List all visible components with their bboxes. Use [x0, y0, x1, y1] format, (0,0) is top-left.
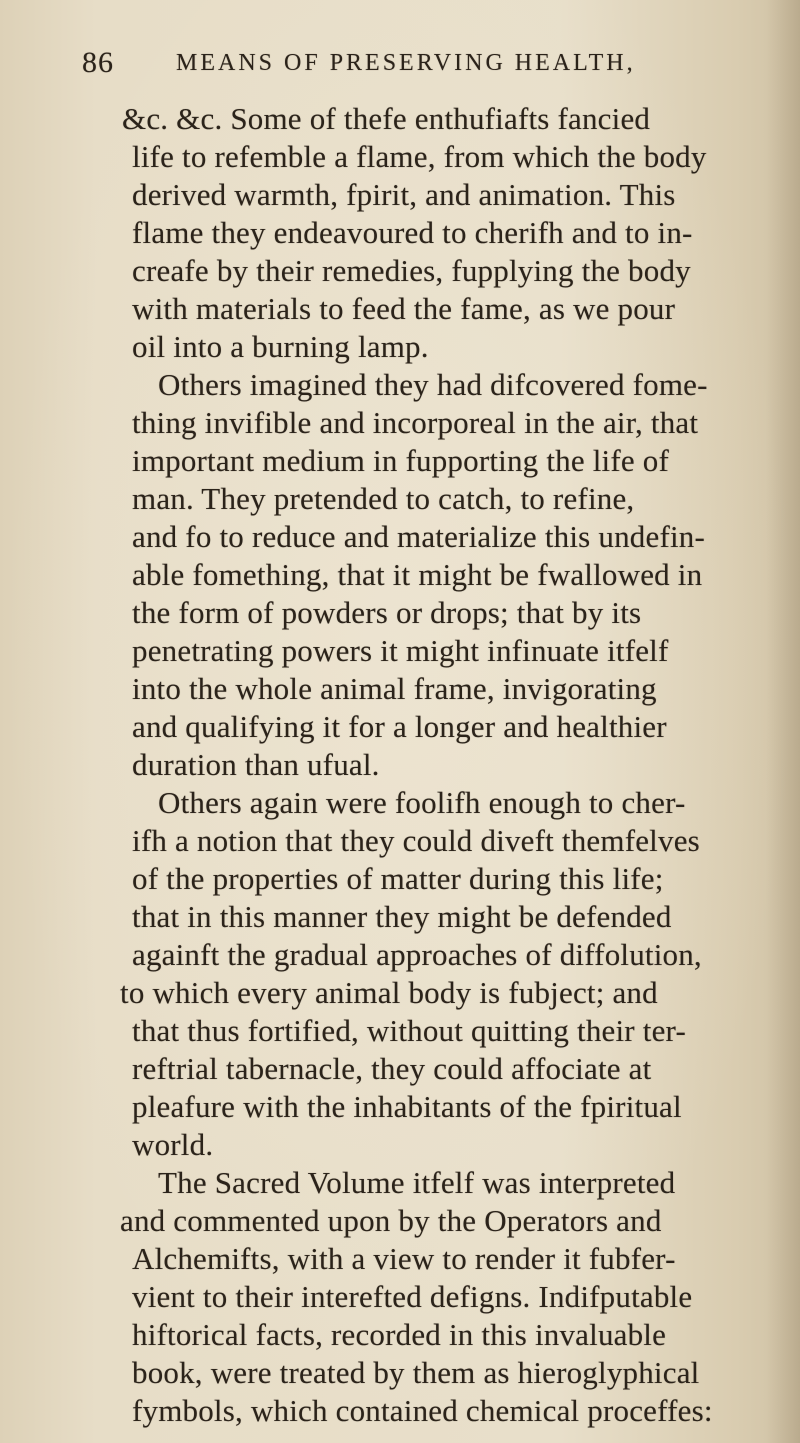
text-line: pleafure with the inhabitants of the fpiritual	[132, 1089, 682, 1124]
text-line: Others imagined they had difcovered fome-	[158, 367, 708, 402]
text-line: that in this manner they might be defended	[132, 899, 672, 934]
text-line: flame they endeavoured to cherifh and to in-	[132, 215, 693, 250]
text-line: reftrial tabernacle, they could affociate at	[132, 1051, 652, 1086]
text-line: into the whole animal frame, invigorating	[132, 671, 657, 706]
text-line: duration than ufual.	[132, 747, 380, 782]
text-line: Alchemifts, with a view to render it fubfer-	[132, 1241, 676, 1276]
text-line: derived warmth, fpirit, and animation. This	[132, 177, 676, 212]
text-line: with materials to feed the fame, as we pour	[132, 291, 676, 326]
text-line: The Sacred Volume itfelf was interpreted	[158, 1165, 676, 1200]
text-line: and commented upon by the Operators and	[120, 1203, 662, 1238]
page-edge-shadow	[766, 0, 800, 1443]
text-line: creafe by their remedies, fupplying the body	[132, 253, 691, 288]
text-line: Others again were foolifh enough to cher-	[158, 785, 686, 820]
text-line: and fo to reduce and materialize this undefin-	[132, 519, 705, 554]
page-header	[82, 46, 742, 90]
text-line: book, were treated by them as hieroglyphical	[132, 1355, 700, 1390]
text-line: the form of powders or drops; that by its	[132, 595, 642, 630]
text-line: world.	[132, 1127, 214, 1162]
text-line: penetrating powers it might infinuate itfelf	[132, 633, 669, 668]
text-line: life to refemble a flame, from which the body	[132, 139, 707, 174]
text-line: able fomething, that it might be fwallowed in	[132, 557, 703, 592]
text-line: and qualifying it for a longer and healthier	[132, 709, 667, 744]
text-line: hiftorical facts, recorded in this invaluable	[132, 1317, 667, 1352]
text-line: vient to their interefted defigns. Indifputable	[132, 1279, 693, 1314]
text-line: of the properties of matter during this life;	[132, 861, 664, 896]
text-line: that thus fortified, without quitting their ter-	[132, 1013, 686, 1048]
text-line: man. They pretended to catch, to refine,	[132, 481, 635, 516]
text-line: againft the gradual approaches of diffolution,	[132, 937, 702, 972]
running-title: MEANS OF PRESERVING HEALTH,	[176, 50, 636, 76]
text-line: thing invifible and incorporeal in the air, that	[132, 405, 699, 440]
text-line: ifh a notion that they could diveft themfelves	[132, 823, 700, 858]
text-line: oil into a burning lamp.	[132, 329, 429, 364]
text-line: fymbols, which contained chemical proceffes:	[132, 1393, 713, 1428]
text-line: &c. &c. Some of thefe enthufiafts fancied	[122, 101, 651, 136]
text-line: to which every animal body is fubject; and	[120, 975, 658, 1010]
page-number: 86	[82, 46, 114, 79]
text-line: important medium in fupporting the life of	[132, 443, 670, 478]
